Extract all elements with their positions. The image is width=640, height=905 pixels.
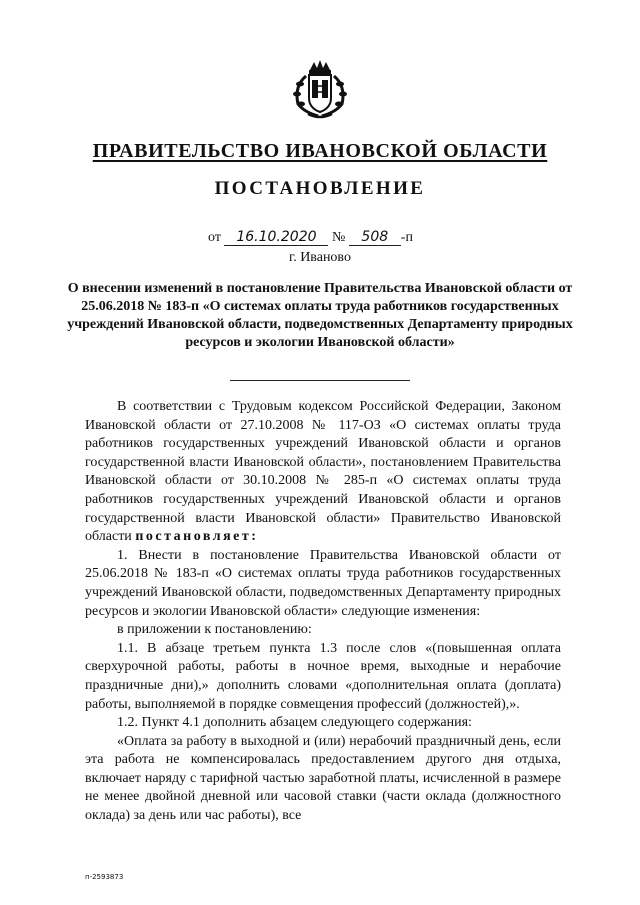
date-prefix: от (208, 230, 221, 245)
paragraph-2: 1. Внести в постановление Правительства Ивановской области от 25.06.2018 № 183-п «О системах оплаты труда работников государственных учреждений Ивановской области, подведомственных Департаменту природных ресурсов и экологии Ивановской области» следующие изменения: (85, 547, 561, 619)
paragraph-6: «Оплата за работу в выходной и (или) нерабочий праздничный день, если эта работа не компенсировалась предоставлением другого дня отдыха, включает наряду с тарифной частью заработной платы, исчисленной в размере не менее двойной дневной или часовой ставки (части оклада (должностного оклада) за день или час работы), все (85, 733, 561, 824)
government-title (0, 140, 640, 163)
footer-code: п-2593873 (85, 873, 124, 881)
number-sign: № (331, 230, 346, 245)
divider (230, 380, 410, 381)
paragraph-5: 1.2. Пункт 4.1 дополнить абзацем следующего содержания: (117, 715, 472, 731)
document-subject: О внесении изменений в постановление Правительства Ивановской области от 25.06.2018 № 183-п «О системах оплаты труда работников государственных учреждений Ивановской области, подведомственных Департаменту природных ресурсов и экологии Ивановской области» (67, 281, 573, 350)
resolves-word: постановляет: (135, 529, 259, 545)
number-suffix: -п (400, 230, 413, 245)
paragraph-1 (85, 398, 561, 547)
government-title-text: ПРАВИТЕЛЬСТВО ИВАНОВСКОЙ ОБЛАСТИ (92, 140, 548, 162)
paragraph-3: в приложении к постановлению: (117, 622, 312, 638)
document-type: ПОСТАНОВЛЕНИЕ (214, 178, 426, 199)
paragraph-1-text: В соответствии с Трудовым кодексом Российской Федерации, Законом Ивановской области от 27.10.2008 № 117-ОЗ «О системах оплаты труда работников государственных учреждений Ивановской области и органов государственной власти Ивановской области», постановлением Правительства Ивановской области от 30.10.2008 № 285-п «О системах оплаты труда работников государственных учреждений Ивановской области и органов государственной власти Ивановской области» Правительство Ивановской области (85, 399, 561, 545)
coat-of-arms-emblem (288, 58, 352, 120)
document-date: 16.10.2020 (224, 229, 328, 246)
document-number: 508 (349, 229, 401, 246)
date-number-line (208, 229, 413, 246)
city: г. Иваново (289, 250, 351, 265)
document-body (85, 398, 561, 826)
paragraph-4: 1.1. В абзаце третьем пункта 1.3 после слов «(повышенная оплата сверхурочной работы, работы в ночное время, выходные и нерабочие праздничные дни),» дополнить словами «дополнительная оплата (доплата) работы, выполняемой в порядке совмещения профессий (должностей),». (85, 640, 561, 712)
